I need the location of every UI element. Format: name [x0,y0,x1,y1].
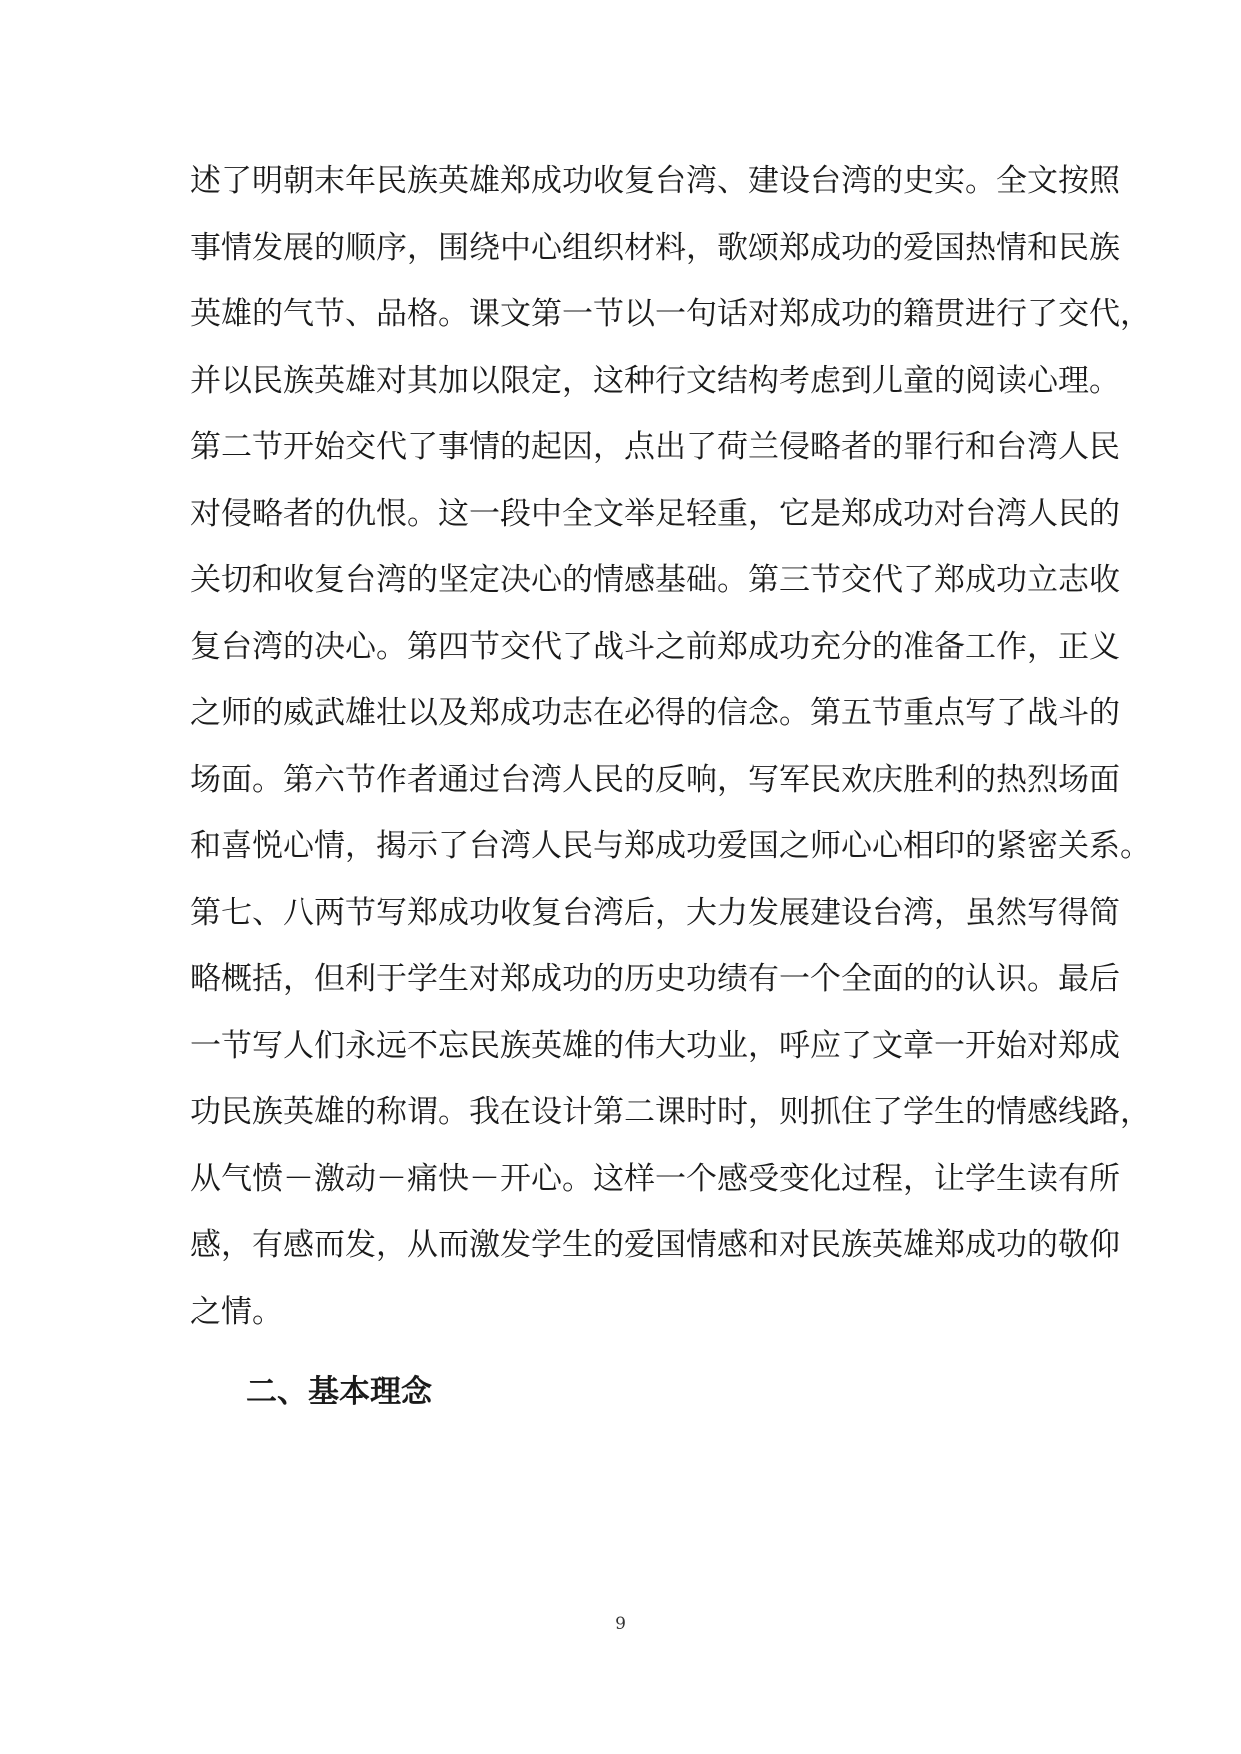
body-paragraph [190,148,1151,1345]
text-line: 一节写人们永远不忘民族英雄的伟大功业，呼应了文章一开始对郑成 [190,1027,1120,1064]
text-line: 并以民族英雄对其加以限定，这种行文结构考虑到儿童的阅读心理。 [190,362,1120,399]
text-line: 事情发展的顺序，围绕中心组织材料，歌颂郑成功的爱国热情和民族 [190,229,1120,266]
text-line: 复台湾的决心。第四节交代了战斗之前郑成功充分的准备工作，正义 [190,628,1120,665]
text-line: 之情。 [190,1293,283,1330]
text-line: 之师的威武雄壮以及郑成功志在必得的信念。第五节重点写了战斗的 [190,695,1120,731]
page-number: 9 [615,1614,626,1634]
text-line: 第二节开始交代了事情的起因，点出了荷兰侵略者的罪行和台湾人民 [190,429,1120,465]
text-line: 述了明朝末年民族英雄郑成功收复台湾、建设台湾的史实。全文按照 [190,163,1120,199]
text-line: 感，有感而发，从而激发学生的爱国情感和对民族英雄郑成功的敬仰 [190,1227,1120,1263]
section-heading: 二、基本理念 [246,1374,432,1410]
text-line: 第七、八两节写郑成功收复台湾后，大力发展建设台湾，虽然写得简 [190,894,1120,931]
text-line: 对侵略者的仇恨。这一段中全文举足轻重，它是郑成功对台湾人民的 [190,495,1120,532]
text-line: 略概括，但利于学生对郑成功的历史功绩有一个全面的的认识。最后 [190,961,1120,997]
text-line: 场面。第六节作者通过台湾人民的反响，写军民欢庆胜利的热烈场面 [190,761,1120,798]
text-line: 功民族英雄的称谓。我在设计第二课时时，则抓住了学生的情感线路， [190,1094,1151,1130]
text-line: 关切和收复台湾的坚定决心的情感基础。第三节交代了郑成功立志收 [190,562,1120,598]
text-line: 英雄的气节、品格。课文第一节以一句话对郑成功的籍贯进行了交代， [190,296,1151,332]
text-line: 从气愤－激动－痛快－开心。这样一个感受变化过程，让学生读有所 [190,1160,1120,1197]
text-line: 和喜悦心情，揭示了台湾人民与郑成功爱国之师心心相印的紧密关系。 [190,828,1151,864]
